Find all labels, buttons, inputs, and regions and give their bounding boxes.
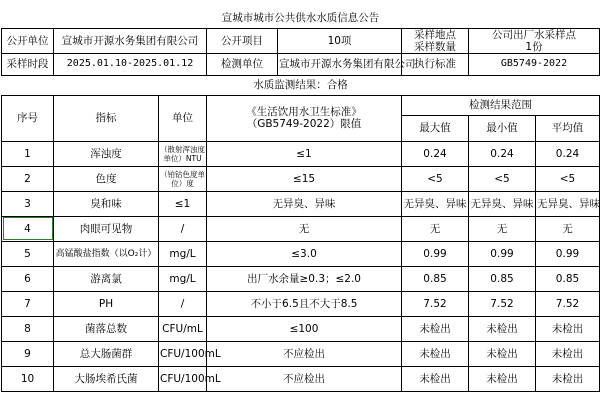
cell-unit[interactable]: ≤1 bbox=[159, 191, 207, 216]
col-unit-header[interactable]: 单位 bbox=[159, 95, 207, 141]
table-row bbox=[2, 216, 600, 241]
cell-unit[interactable]: / bbox=[159, 216, 207, 241]
cell-avg[interactable]: <5 bbox=[536, 166, 600, 191]
col-limit-header[interactable] bbox=[207, 95, 402, 141]
notice-title: 宣城市城市公共供水水质信息公告 bbox=[2, 8, 600, 28]
cell-max[interactable]: 未检出 bbox=[402, 366, 469, 391]
table-row bbox=[2, 341, 600, 366]
cell-unit[interactable]: CFU/100mL bbox=[159, 366, 207, 391]
cell-no[interactable]: 10 bbox=[2, 366, 54, 391]
cell-unit[interactable]: CFU/100mL bbox=[159, 341, 207, 366]
cell-indicator[interactable]: 浑浊度 bbox=[54, 141, 159, 166]
cell-avg[interactable]: 7.52 bbox=[536, 291, 600, 316]
unit-label[interactable]: 公开单位 bbox=[2, 28, 54, 53]
cell-avg[interactable]: 未检出 bbox=[536, 366, 600, 391]
cell-avg[interactable]: 无 bbox=[536, 216, 600, 241]
cell-indicator[interactable]: 菌落总数 bbox=[54, 316, 159, 341]
col-limit-header-line2: （GB5749-2022）限值 bbox=[246, 118, 362, 130]
col-min-header[interactable]: 最小值 bbox=[469, 115, 536, 141]
cell-max[interactable]: 7.52 bbox=[402, 291, 469, 316]
items-label[interactable]: 公开项目 bbox=[207, 28, 278, 53]
cell-indicator[interactable]: PH bbox=[54, 291, 159, 316]
items-value[interactable]: 10项 bbox=[278, 28, 402, 53]
cell-avg[interactable]: 0.24 bbox=[536, 141, 600, 166]
unit-value[interactable]: 宣城市开源水务集团有限公司 bbox=[54, 28, 207, 53]
cell-no[interactable]: 2 bbox=[2, 166, 54, 191]
cell-min[interactable]: 无 bbox=[469, 216, 536, 241]
sample-count-value: 1份 bbox=[525, 40, 543, 53]
cell-min[interactable]: 无异臭、异味 bbox=[469, 191, 536, 216]
cell-no[interactable]: 1 bbox=[2, 141, 54, 166]
table-row bbox=[2, 241, 600, 266]
cell-no[interactable]: 4 bbox=[2, 216, 54, 241]
cell-no[interactable]: 5 bbox=[2, 241, 54, 266]
sample-label[interactable] bbox=[402, 28, 469, 53]
table-row bbox=[2, 316, 600, 341]
cell-min[interactable]: 7.52 bbox=[469, 291, 536, 316]
cell-min[interactable]: 未检出 bbox=[469, 366, 536, 391]
cell-no[interactable]: 7 bbox=[2, 291, 54, 316]
col-limit-header-line1: 《生活饮用水卫生标准》 bbox=[246, 106, 362, 118]
inspect-value[interactable]: 宣城市开源水务集团有限公司 bbox=[278, 53, 402, 75]
cell-unit[interactable]: mg/L bbox=[159, 241, 207, 266]
cell-limit[interactable]: 不应检出 bbox=[207, 341, 402, 366]
cell-limit[interactable]: 出厂水余量≥0.3；≤2.0 bbox=[207, 266, 402, 291]
cell-limit[interactable]: 不小于6.5且不大于8.5 bbox=[207, 291, 402, 316]
cell-unit[interactable]: （铂钴色度单位）度 bbox=[159, 166, 207, 191]
cell-indicator[interactable]: 高锰酸盐指数（以O₂计） bbox=[54, 241, 159, 266]
notice-table bbox=[1, 8, 600, 392]
table-row bbox=[2, 266, 600, 291]
standard-label[interactable]: 执行标准 bbox=[402, 53, 469, 75]
cell-limit[interactable]: ≤100 bbox=[207, 316, 402, 341]
cell-limit[interactable]: ≤3.0 bbox=[207, 241, 402, 266]
cell-limit[interactable]: ≤1 bbox=[207, 141, 402, 166]
cell-avg[interactable]: 未检出 bbox=[536, 341, 600, 366]
cell-limit[interactable]: 无异臭、异味 bbox=[207, 191, 402, 216]
inspect-label[interactable]: 检测单位 bbox=[207, 53, 278, 75]
cell-avg[interactable]: 未检出 bbox=[536, 316, 600, 341]
cell-unit[interactable]: mg/L bbox=[159, 266, 207, 291]
cell-indicator[interactable]: 肉眼可见物 bbox=[54, 216, 159, 241]
col-no-header[interactable]: 序号 bbox=[2, 95, 54, 141]
col-range-header[interactable]: 检测结果范围 bbox=[402, 95, 600, 115]
cell-max[interactable]: 0.85 bbox=[402, 266, 469, 291]
cell-unit[interactable]: （散射浑浊度单位）NTU bbox=[159, 141, 207, 166]
table-row bbox=[2, 141, 600, 166]
cell-indicator[interactable]: 色度 bbox=[54, 166, 159, 191]
cell-avg[interactable]: 0.85 bbox=[536, 266, 600, 291]
cell-avg[interactable]: 无异臭、异味 bbox=[536, 191, 600, 216]
cell-max[interactable]: 无 bbox=[402, 216, 469, 241]
cell-min[interactable]: 未检出 bbox=[469, 316, 536, 341]
col-indicator-header[interactable]: 指标 bbox=[54, 95, 159, 141]
cell-no[interactable]: 6 bbox=[2, 266, 54, 291]
cell-limit[interactable]: 不应检出 bbox=[207, 366, 402, 391]
cell-unit[interactable]: / bbox=[159, 291, 207, 316]
cell-indicator[interactable]: 大肠埃希氏菌 bbox=[54, 366, 159, 391]
sample-count-label: 采样数量 bbox=[414, 40, 456, 53]
cell-max[interactable]: 未检出 bbox=[402, 341, 469, 366]
cell-unit[interactable]: CFU/mL bbox=[159, 316, 207, 341]
cell-no[interactable]: 8 bbox=[2, 316, 54, 341]
cell-min[interactable]: 未检出 bbox=[469, 341, 536, 366]
cell-min[interactable]: 0.24 bbox=[469, 141, 536, 166]
cell-min[interactable]: 0.85 bbox=[469, 266, 536, 291]
sample-location-value: 公司出厂水采样点 bbox=[492, 28, 576, 41]
col-max-header[interactable]: 最大值 bbox=[402, 115, 469, 141]
period-label[interactable]: 采样时段 bbox=[2, 53, 54, 75]
cell-no[interactable]: 9 bbox=[2, 341, 54, 366]
cell-max[interactable]: 未检出 bbox=[402, 316, 469, 341]
cell-limit[interactable]: 无 bbox=[207, 216, 402, 241]
cell-indicator[interactable]: 臭和味 bbox=[54, 191, 159, 216]
cell-max[interactable]: 0.99 bbox=[402, 241, 469, 266]
table-row bbox=[2, 191, 600, 216]
cell-max[interactable]: 0.24 bbox=[402, 141, 469, 166]
standard-value[interactable]: GB5749-2022 bbox=[469, 53, 600, 75]
sample-location-label: 采样地点 bbox=[414, 28, 456, 41]
cell-min[interactable]: <5 bbox=[469, 166, 536, 191]
cell-limit[interactable]: ≤15 bbox=[207, 166, 402, 191]
cell-indicator[interactable]: 游离氯 bbox=[54, 266, 159, 291]
cell-avg[interactable]: 0.99 bbox=[536, 241, 600, 266]
table-row bbox=[2, 366, 600, 391]
sample-value[interactable] bbox=[469, 28, 600, 53]
result-line: 水质监测结果：合格 bbox=[253, 79, 348, 91]
cell-max[interactable]: 无异臭、异味 bbox=[402, 191, 469, 216]
cell-no[interactable]: 3 bbox=[2, 191, 54, 216]
cell-min[interactable]: 0.99 bbox=[469, 241, 536, 266]
col-avg-header[interactable]: 平均值 bbox=[536, 115, 600, 141]
cell-max[interactable]: <5 bbox=[402, 166, 469, 191]
table-row bbox=[2, 291, 600, 316]
table-row bbox=[2, 166, 600, 191]
period-value[interactable]: 2025.01.10-2025.01.12 bbox=[54, 53, 207, 75]
cell-indicator[interactable]: 总大肠菌群 bbox=[54, 341, 159, 366]
